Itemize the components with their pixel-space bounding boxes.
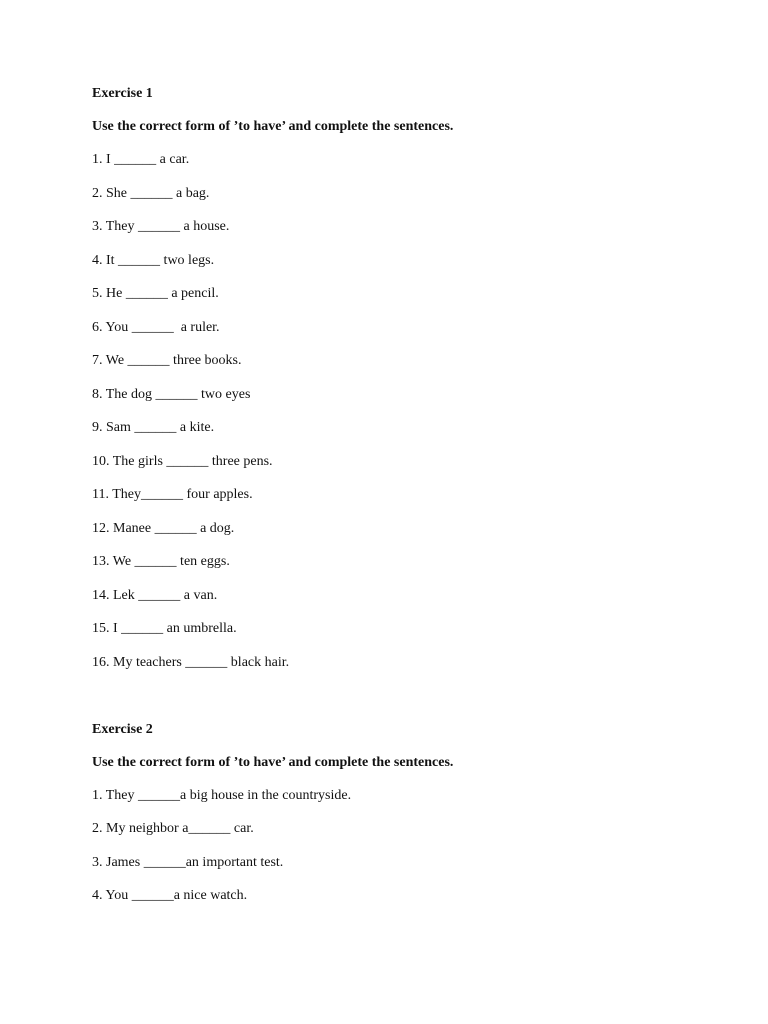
sentence-item: 7. We ______ three books. bbox=[92, 353, 242, 368]
exercise-1 bbox=[92, 85, 712, 672]
sentence-item: 14. Lek ______ a van. bbox=[92, 587, 218, 603]
sentence-item: 5. He ______ a pencil. bbox=[92, 286, 219, 301]
sentence-item: 15. I ______ an umbrella. bbox=[92, 621, 237, 636]
sentence-item: 3. James ______an important test. bbox=[92, 854, 284, 870]
exercise-2 bbox=[92, 721, 712, 906]
sentence-item: 16. My teachers ______ black hair. bbox=[92, 654, 290, 670]
worksheet-page bbox=[92, 85, 712, 905]
sentence-item: 8. The dog ______ two eyes bbox=[92, 386, 251, 402]
exercise-instruction: Use the correct form of ’to have’ and complete the sentences. bbox=[92, 119, 454, 134]
sentence-item: 6. You ______ a ruler. bbox=[92, 319, 220, 335]
sentence-item: 2. She ______ a bag. bbox=[92, 185, 210, 201]
exercise-instruction: Use the correct form of ’to have’ and complete the sentences. bbox=[92, 754, 454, 770]
sentence-item: 1. They ______a big house in the countryside. bbox=[92, 787, 352, 803]
exercise-title: Exercise 1 bbox=[92, 86, 153, 101]
sentence-item: 10. The girls ______ three pens. bbox=[92, 453, 273, 469]
sentence-item: 2. My neighbor a______ car. bbox=[92, 821, 254, 836]
sentence-item: 4. You ______a nice watch. bbox=[92, 888, 248, 903]
sentence-item: 3. They ______ a house. bbox=[92, 219, 230, 234]
sentence-list bbox=[92, 787, 712, 906]
sentence-item: 4. It ______ two legs. bbox=[92, 252, 215, 268]
sentence-item: 13. We ______ ten eggs. bbox=[92, 554, 230, 569]
sentence-item: 9. Sam ______ a kite. bbox=[92, 420, 215, 435]
sentence-item: 1. I ______ a car. bbox=[92, 152, 190, 167]
exercise-title: Exercise 2 bbox=[92, 721, 153, 737]
sentence-item: 11. They______ four apples. bbox=[92, 487, 253, 502]
sentence-item: 12. Manee ______ a dog. bbox=[92, 520, 235, 536]
sentence-list bbox=[92, 151, 712, 672]
